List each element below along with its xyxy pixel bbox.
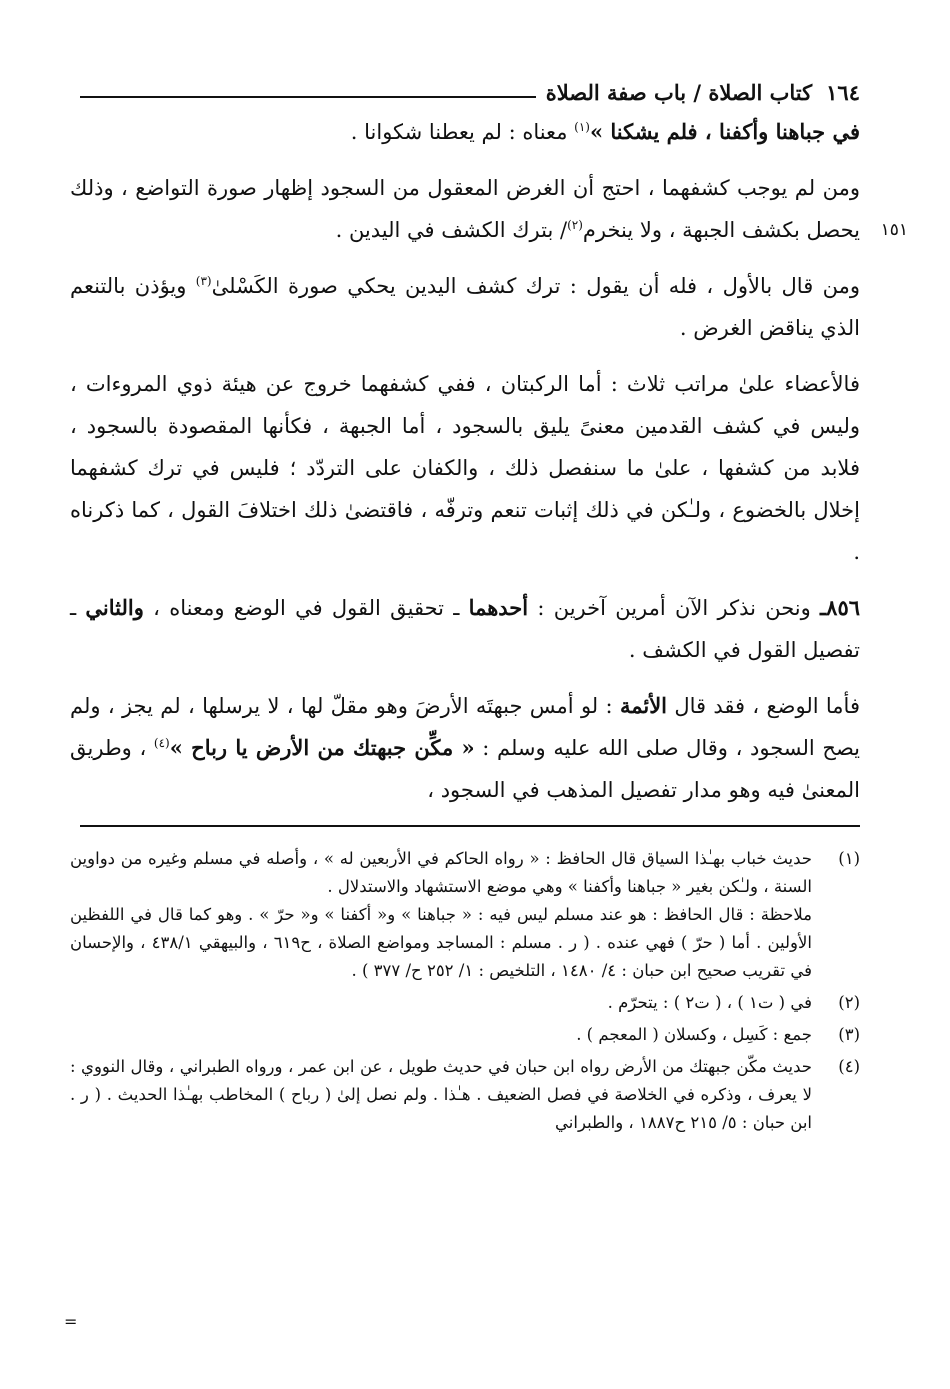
paragraph-text: ونحن نذكر الآن أمرين آخرين :	[528, 596, 821, 620]
footnote-text: في ( ت١ ) ، ( ت٢ ) : يتحرّم .	[607, 993, 812, 1012]
footnote-3	[70, 1021, 860, 1049]
book-page	[70, 80, 908, 1141]
paragraph-text: فأما الوضع ، فقد قال	[667, 694, 860, 718]
paragraph-5	[70, 587, 860, 671]
paragraph-text: معناه : لم يعطنا شكوانا .	[350, 120, 575, 144]
footnote-2	[70, 989, 860, 1017]
paragraph-text: ومن لم يوجب كشفهما ، احتج أن الغرض المعقول من السجود إظهار صورة التواضع ، وذلك يحصل بكشف الجبهة ، ولا ينخرم	[70, 176, 860, 242]
footnote-ref-3[interactable]: (٣)	[195, 274, 212, 288]
footnote-number: (١)	[838, 849, 860, 868]
paragraph-text: ويؤذن بالتنعم الذي يناقض الغرض .	[70, 274, 860, 340]
paragraph-text: ، وطريق المعنىٰ فيه وهو مدار تفصيل المذهب في السجود ،	[70, 736, 860, 802]
footnote-1	[70, 845, 860, 985]
bold-term: والثاني	[85, 595, 144, 620]
paragraph-text: فالأعضاء علىٰ مراتب ثلاث : أما الركبتان ، ففي كشفهما خروج عن هيئة ذوي المروءات ، وليس في كشف القدمين معنىً يليق بالسجود ، أما الجبهة ، فكأنها المقصودة بالسجود ، فلابد من كشفها ، علىٰ ما سنفصل ذلك ، والكفان على التردّد ؛ فليس في ترك كشفهما إخلال بالخضوع ، ولـٰكن في ذلك إثبات تنعم وترفّه ، فاقتضىٰ ذلك اختلافَ القول ، كما ذكرناه .	[70, 372, 860, 564]
hadith-quote: « مكِّن جبهتك من الأرض يا رباح »	[169, 735, 475, 760]
footnote-text: ملاحظة : قال الحافظ : هو عند مسلم ليس فيه : « جباهنا » و« أكفنا » و« حرّ » . وهو كما قال في اللفظين الأولين . أما ( حرّ ) فهي عنده . ( ر . مسلم : المساجد ومواضع الصلاة ، ح٦١٩ ، والبيهقي ٤٣٨/١ ، والإحسان في تقريب صحيح ابن حبان : ٤/ ١٤٨٠ ، التلخيص : ١/ ٢٥٢ ح/ ٣٧٧ ) .	[70, 905, 812, 980]
paragraph-text: : لو أمس جبهتَه الأرضَ وهو مقلّ لها ، لا يرسلها ، لم يجز ، ولم يصح السجود ، وقال صلى الله عليه وسلم :	[70, 694, 860, 760]
margin-folio-number: ١٥١	[880, 220, 908, 240]
continuation-mark: =	[64, 1312, 78, 1331]
footnote-text: حديث مكّن جبهتك من الأرض رواه ابن حبان في حديث طويل ، عن ابن عمر ، ورواه الطبراني ، وقال النووي : لا يعرف ، وذكره في الخلاصة في فصل الضعيف . هـٰذا . ولم نصل إلىٰ ( رباح ) المخاطب بهـٰذا الحديث . ( ر . ابن حبان : ٥/ ٢١٥ ح١٨٨٧ ، والطبراني	[70, 1057, 812, 1132]
footnote-number: (٤)	[838, 1057, 860, 1076]
footnote-separator	[80, 825, 860, 827]
paragraph-text: ومن قال بالأول ، فله أن يقول : ترك كشف اليدين يحكي صورة الكَسْلىٰ	[211, 274, 860, 298]
footnote-text: حديث خباب بهـٰذا السياق قال الحافظ : « رواه الحاكم في الأربعين له » ، وأصله في مسلم وغيره من دواوين السنة ، ولـٰكن بغير « جباهنا وأكفنا » وهي موضع الاستشهاد والاستدلال .	[70, 849, 812, 896]
bold-term: الأئمة	[619, 693, 668, 718]
paragraph-6	[70, 685, 860, 811]
page-number: ١٦٤	[826, 80, 860, 105]
bold-term: أحدهما	[468, 595, 529, 620]
footnote-number: (٢)	[838, 993, 860, 1012]
paragraph-4	[70, 363, 860, 573]
paragraph-1	[70, 111, 860, 153]
running-title: كتاب الصلاة / باب صفة الصلاة	[545, 80, 813, 105]
footnote-4	[70, 1053, 860, 1137]
footnote-ref-2[interactable]: (٢)	[567, 218, 583, 232]
paragraph-text: ـ تفصيل القول في الكشف .	[70, 596, 860, 662]
footnote-ref-1[interactable]: (١)	[574, 120, 590, 134]
paragraph-2	[70, 167, 908, 251]
paragraph-text: ـ تحقيق القول في الوضع ومعناه ،	[143, 596, 469, 620]
paragraph-3	[70, 265, 860, 349]
issue-number: ٨٥٦ـ	[820, 595, 861, 620]
paragraph-text: / بترك الكشف في اليدين .	[335, 218, 568, 242]
footnote-ref-4[interactable]: (٤)	[153, 736, 170, 750]
hadith-quote: في جباهنا وأكفنا ، فلم يشكنا »	[589, 119, 860, 144]
footnote-text: جمع : كَسِل ، وكسلان ( المعجم ) .	[576, 1025, 812, 1044]
footnote-number: (٣)	[838, 1025, 860, 1044]
running-header	[70, 80, 860, 105]
header-rule	[80, 96, 536, 98]
